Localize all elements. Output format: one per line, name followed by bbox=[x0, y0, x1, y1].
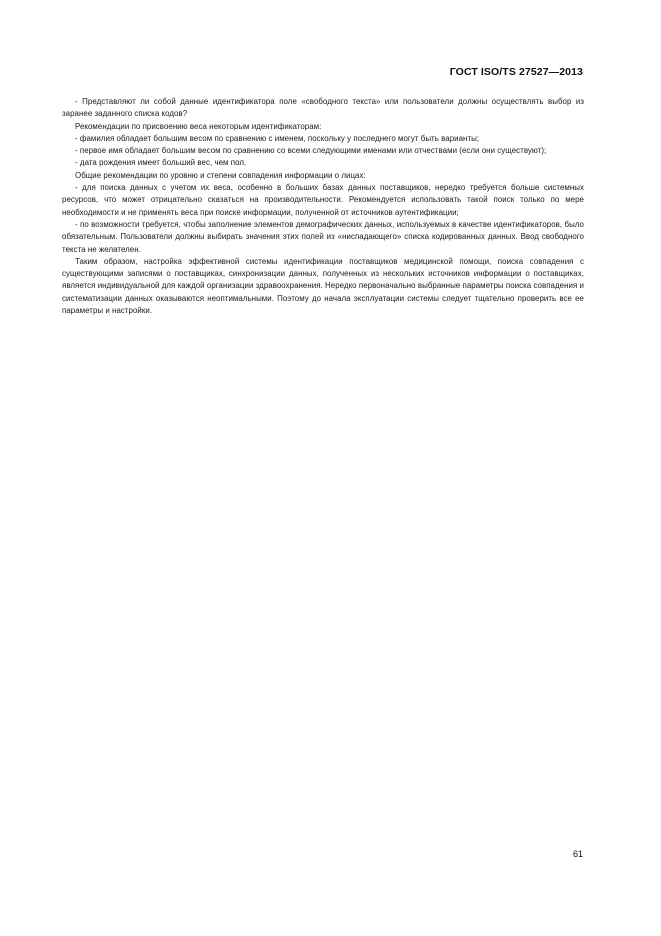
paragraph-mandatory-fields: - по возможности требуется, чтобы заполнение элементов демографических данных, используемых в качестве идентификаторов, было обязательным. Пользователи должны выбирать значения этих полей из «ниспадающего» списка кодированных данных. Ввод свободного текста не желателен. bbox=[62, 219, 584, 254]
page-number: 61 bbox=[572, 849, 583, 859]
paragraph-birth-date-weight: - дата рождения имеет больший вес, чем пол. bbox=[75, 158, 247, 168]
paragraph-surname-weight: - фамилия обладает большим весом по сравнению с именем, поскольку у последнего могут быть варианты; bbox=[75, 133, 480, 143]
paragraph-first-name-weight: - первое имя обладает большим весом по сравнению со всеми следующими именами или отчествами (если они существуют); bbox=[75, 146, 547, 156]
paragraph-general-recommendations: Общие рекомендации по уровню и степени совпадения информации о лицах: bbox=[75, 170, 366, 180]
paragraph-conclusion: Таким образом, настройка эффективной системы идентификации поставщиков медицинской помощи, поиска совпадения с существующими записями о поставщиках, синхронизации данных, полученных из нескольких источников информации о поставщиках, является индивидуальной для каждой организации здравоохранения. Нередко первоначально выбранные параметры поиска совпадения и систематизации данных оказываются неоптимальными. Поэтому до начала эксплуатации системы следует тщательно проверить все ее параметры и настройки. bbox=[62, 256, 584, 316]
paragraph-weight-recommendations: Рекомендации по присвоению веса некоторым идентификаторам: bbox=[75, 121, 322, 131]
body-text bbox=[62, 96, 584, 317]
document-header: ГОСТ ISO/TS 27527—2013 bbox=[449, 66, 583, 78]
paragraph-free-text-question: - Представляют ли собой данные идентификатора поле «свободного текста» или пользователи должны осуществлять выбор из заранее заданного списка кодов? bbox=[62, 97, 584, 119]
paragraph-weighted-search: - для поиска данных с учетом их веса, особенно в больших базах данных поставщиков, нередко требуется больше системных ресурсов, что может отрицательно сказаться на производительности. Рекомендуется использовать такой поиск только по мере необходимости и не применять веса при поиске информации, полученной от источников аутентификации; bbox=[62, 183, 584, 217]
